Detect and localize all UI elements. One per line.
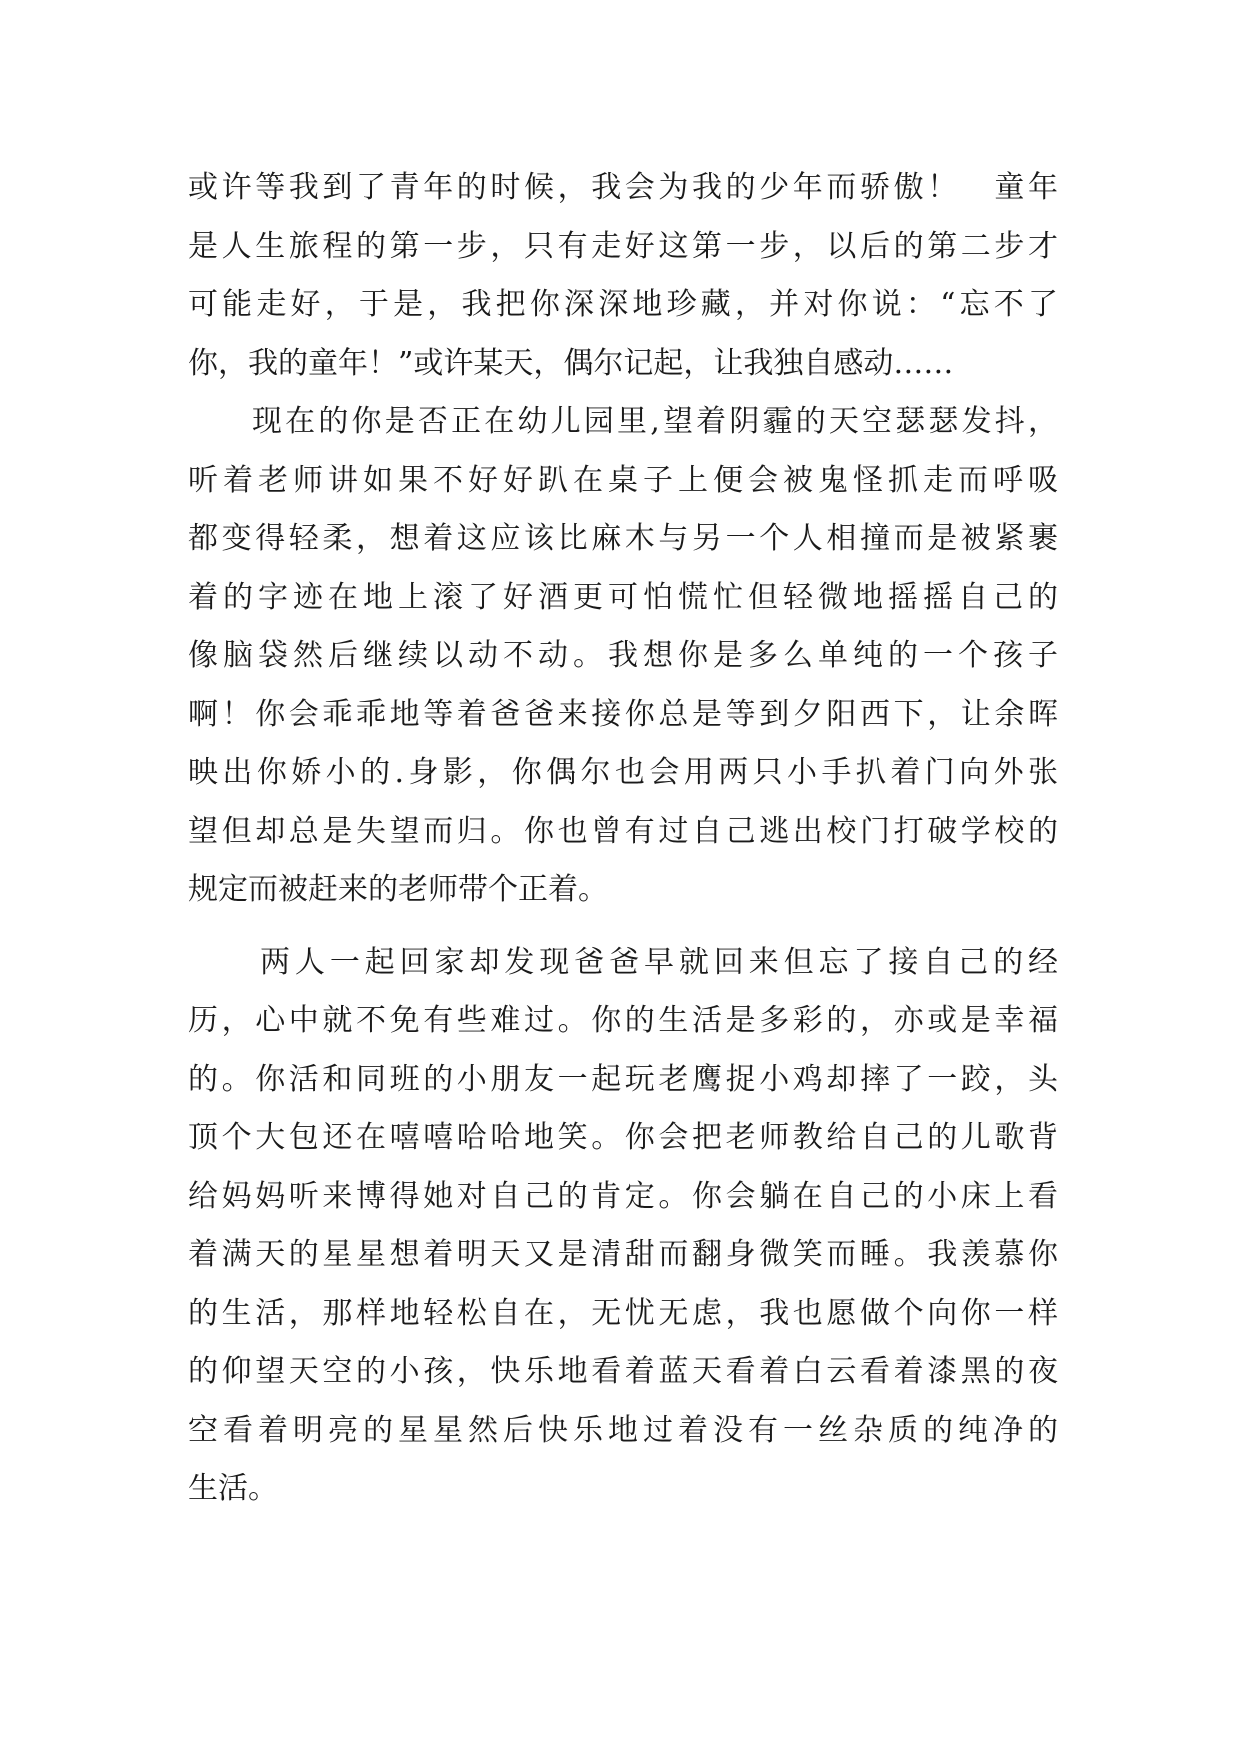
text-line: 着的字迹在地上滚了好酒更可怕慌忙但轻微地摇摇自己的 [188, 579, 1058, 615]
body-text [188, 159, 1058, 1519]
paragraph-1 [188, 159, 1058, 393]
text-line: 你，我的童年！”或许某天，偶尔记起，让我独自感动…… [188, 345, 954, 381]
text-line: 听着老师讲如果不好好趴在桌子上便会被鬼怪抓走而呼吸 [188, 462, 1058, 498]
text-line: 或许等我到了青年的时候，我会为我的少年而骄傲！ 童年 [188, 170, 1058, 205]
text-line: 像脑袋然后继续以动不动。我想你是多么单纯的一个孩子 [188, 638, 1058, 673]
text-line: 的。你活和同班的小朋友一起玩老鹰捉小鸡却摔了一跤，头 [188, 1061, 1058, 1097]
text-line: 都变得轻柔，想着这应该比麻木与另一个人相撞而是被紧裹 [188, 521, 1058, 556]
text-line: 的仰望天空的小孩，快乐地看着蓝天看着白云看着漆黑的夜 [188, 1354, 1058, 1389]
text-line: 生活。 [188, 1471, 278, 1506]
text-line: 是人生旅程的第一步，只有走好这第一步，以后的第二步才 [188, 228, 1058, 264]
text-line: 规定而被赶来的老师带个正着。 [188, 872, 608, 907]
text-line: 的生活，那样地轻松自在，无忧无虑，我也愿做个向你一样 [188, 1295, 1058, 1331]
text-line: 望但却总是失望而归。你也曾有过自己逃出校门打破学校的 [188, 813, 1058, 849]
text-line: 着满天的星星想着明天又是清甜而翻身微笑而睡。我羡慕你 [188, 1237, 1058, 1272]
text-line: 给妈妈听来博得她对自己的肯定。你会躺在自己的小床上看 [188, 1178, 1058, 1214]
text-line: 两人一起回家却发现爸爸早就回来但忘了接自己的经 [260, 944, 1058, 980]
text-line: 映出你娇小的.身影，你偶尔也会用两只小手扒着门向外张 [188, 755, 1058, 790]
text-line: 空看着明亮的星星然后快乐地过着没有一丝杂质的纯净的 [188, 1412, 1058, 1448]
paragraph-2 [188, 393, 1058, 920]
paragraph-gap [188, 920, 1058, 934]
paragraph-3 [188, 934, 1058, 1519]
text-line: 可能走好，于是，我把你深深地珍藏，并对你说：“忘不了 [188, 287, 1058, 322]
text-line: 顶个大包还在嘻嘻哈哈地笑。你会把老师教给自己的儿歌背 [188, 1120, 1058, 1155]
text-line: 现在的你是否正在幼儿园里,望着阴霾的天空瑟瑟发抖， [252, 404, 1058, 439]
text-line: 啊！你会乖乖地等着爸爸来接你总是等到夕阳西下，让余晖 [188, 696, 1058, 732]
text-line: 历，心中就不免有些难过。你的生活是多彩的，亦或是幸福 [188, 1003, 1058, 1038]
